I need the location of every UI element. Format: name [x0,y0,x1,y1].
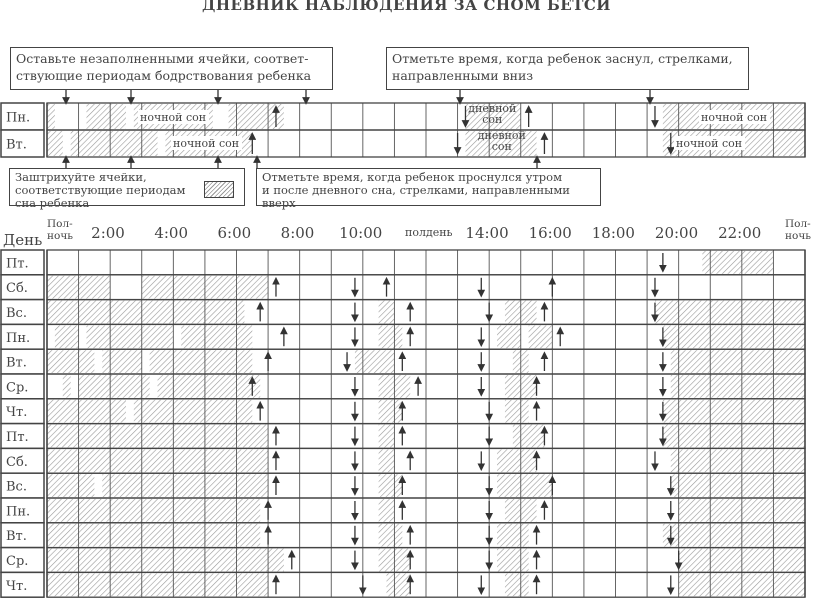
sleep-block [529,325,553,348]
sleep-block [47,573,268,596]
callout-shade-line1: Заштрихуйте ячейки, [15,170,147,184]
time-label: 2:00 [91,224,125,242]
sleep-block [497,549,529,572]
night-sleep-label: ночной сон [676,137,743,150]
sleep-block [655,301,805,324]
time-label: 6:00 [217,224,252,242]
time-label: 14:00 [465,224,509,242]
sleep-block [671,449,805,472]
sleep-block [379,499,395,522]
sleep-block [47,474,94,497]
sleep-block [379,400,403,423]
callout-leave-empty-line2: ствующие периодам бодрствования ребенка [16,68,312,83]
diary-row-day-label: Ср. [6,380,29,396]
sleep-block [47,425,268,448]
sleep-block [505,400,529,423]
sleep-block [505,573,529,596]
time-label: 4:00 [154,224,189,242]
time-label: 22:00 [718,224,762,242]
page-title: ДНЕВНИК НАБЛЮДЕНИЯ ЗА СНОМ БЕТСИ [202,0,611,14]
sleep-block [47,350,94,373]
diary-row-day-label: Вт. [6,529,27,545]
midnight-end-line1: Пол- [785,218,811,230]
sleep-block [387,573,411,596]
diary-row-day-label: Вт. [6,355,27,371]
sleep-block [702,251,773,274]
callout-asleep-line2: направленными вниз [392,68,534,83]
night-sleep-label: ночной сон [173,137,240,150]
sleep-block [55,325,79,348]
midnight-start-line2: ночь [47,230,73,242]
sleep-block [86,325,173,348]
sleep-block [102,350,141,373]
sleep-block [47,400,126,423]
day-sleep-label-line2: сон [491,140,512,153]
sleep-block [47,549,284,572]
sleep-block [173,301,244,324]
time-label: 20:00 [654,224,699,242]
midnight-end-line2: ночь [785,230,811,242]
sleep-block [86,104,125,129]
diary-row-day-label: Чт. [6,578,28,594]
night-sleep-label: ночной сон [140,111,207,124]
midnight-start-line1: Пол- [47,218,73,230]
callout-shade-line3: сна ребенка [15,196,90,210]
sleep-block [663,425,805,448]
sleep-block [379,524,403,547]
diary-row-day-label: Пн. [6,504,31,520]
time-label: 8:00 [280,224,315,242]
sleep-block [379,449,395,472]
sleep-block [181,325,252,348]
sleep-block [497,524,529,547]
time-label: 16:00 [528,224,572,242]
sleep-block [663,524,805,547]
diary-row-day-label: Сб. [6,281,28,297]
sleep-block [134,400,252,423]
sleep-block [379,425,395,448]
callout-woke-line3: вверх [262,196,296,210]
time-label: 10:00 [339,224,383,242]
sleep-block [379,474,403,497]
noon-label: полдень [405,226,453,239]
sleep-block [663,400,805,423]
callout-shade-line2: соответствующие периодам [15,183,186,197]
callout-woke-line2: и после дневного сна, стрелками, направленными [262,183,570,197]
sleep-block [671,474,805,497]
sleep-block [513,425,545,448]
example-row-day-label: Пн. [6,110,31,126]
sleep-block [379,301,395,324]
sleep-block [671,350,805,373]
day-sleep-label-line1: дневной [477,129,526,142]
example-row-day-label: Вт. [6,137,27,153]
callout-leave-empty-line1: Оставьте незаполненными ячейки, соответ- [16,51,309,66]
diary-row-day-label: Пт. [6,256,29,272]
day-sleep-label-line1: дневной [468,102,517,115]
callout-woke-line1: Отметьте время, когда ребенок проснулся утром [262,170,563,184]
sleep-block [102,474,268,497]
day-column-header: День [3,231,43,249]
diary-row-day-label: Пт. [6,430,29,445]
diary-row-day-label: Пн. [6,330,31,346]
sleep-block [47,131,63,156]
diary-row-day-label: Вс. [6,306,27,321]
sleep-block [63,375,71,398]
time-label: 18:00 [591,224,635,242]
sleep-block [379,325,403,348]
sleep-block [497,449,536,472]
day-sleep-label-line2: сон [482,113,503,126]
sleep-block [663,325,805,348]
diary-row-day-label: Сб. [6,454,28,470]
sleep-block [497,474,552,497]
sleep-block [47,104,55,129]
sleep-block [71,131,158,156]
sleep-block [79,375,150,398]
sleep-block [47,449,268,472]
sleep-block [671,375,805,398]
diary-row-day-label: Чт. [6,405,28,421]
sleep-block [355,350,394,373]
sleep-block [497,325,521,348]
callout-asleep-line1: Отметьте время, когда ребенок заснул, стрелками, [392,51,733,66]
diary-row-day-label: Вс. [6,479,27,495]
diary-row-day-label: Ср. [6,554,29,569]
night-sleep-label: ночной сон [701,111,768,124]
